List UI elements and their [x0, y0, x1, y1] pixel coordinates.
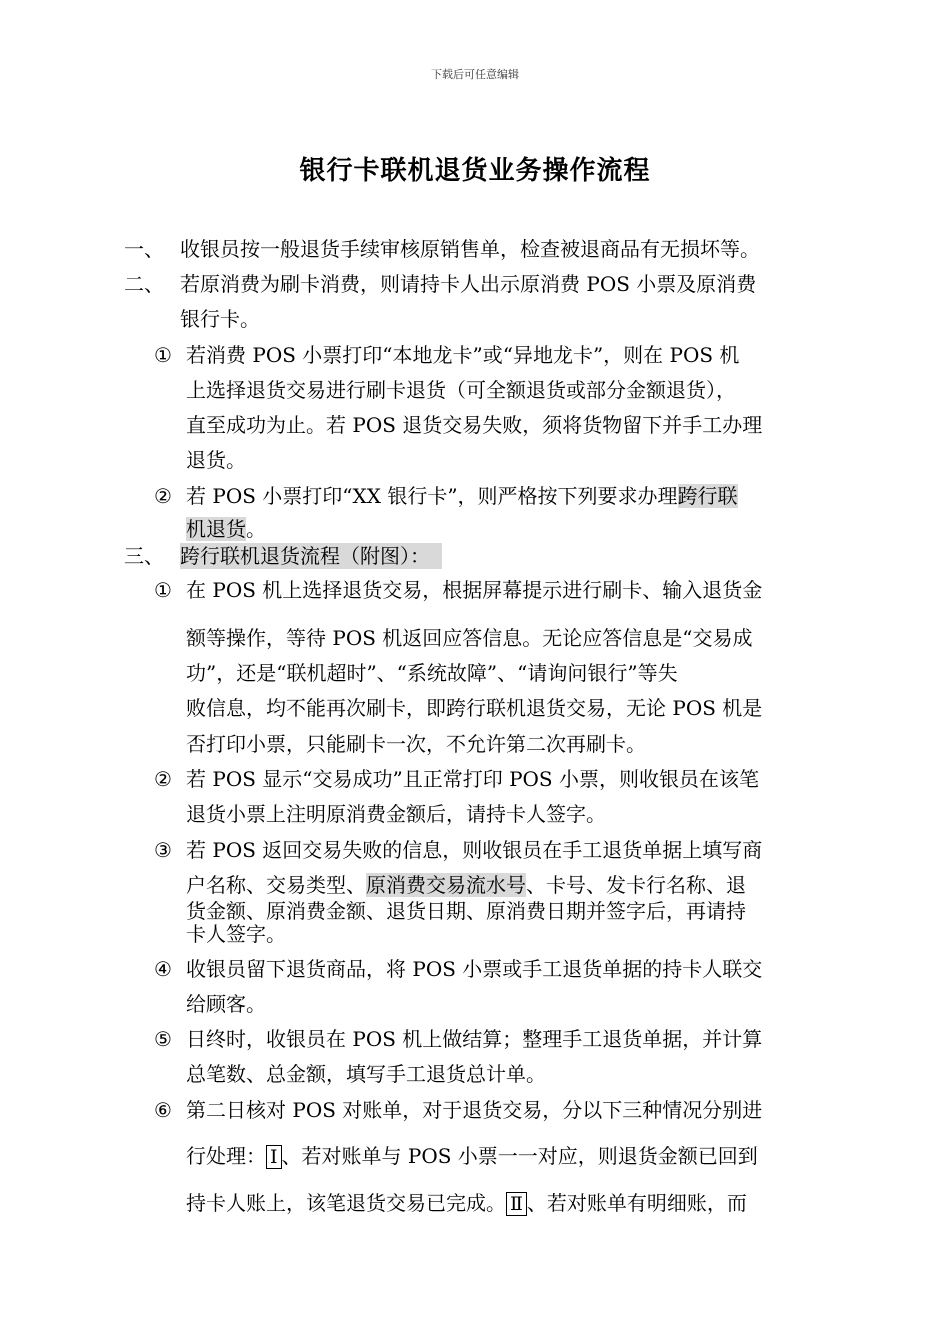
section-3-item-3-text-a: 户名称、交易类型、 [186, 873, 366, 897]
section-3-item-1-line-2: 额等操作，等待 POS 机返回应答信息。无论应答信息是“交易成 [186, 626, 753, 650]
section-3-item-1-marker: ① [154, 578, 172, 602]
section-3-item-1-line-5: 否打印小票，只能刷卡一次，不允许第二次再刷卡。 [186, 732, 646, 756]
section-2-item-2-text: 若 POS 小票打印“XX 银行卡”，则严格按下列要求办理 [186, 484, 678, 508]
section-1-text: 收银员按一般退货手续审核原销售单，检查被退商品有无损坏等。 [180, 237, 760, 261]
section-3-item-3-line-2 [186, 872, 746, 898]
section-2-item-2-line-2 [186, 516, 266, 542]
page-header: 下载后可任意编辑 [431, 68, 519, 81]
section-3-item-5-line-1: 日终时，收银员在 POS 机上做结算；整理手工退货单据，并计算 [186, 1027, 763, 1051]
section-2-item-1-line-1: 若消费 POS 小票打印“本地龙卡”或“异地龙卡”，则在 POS 机 [186, 343, 740, 367]
section-2-number: 二、 [124, 272, 164, 296]
roman-numeral-one-box: Ⅰ [266, 1145, 282, 1169]
section-3-item-2-line-2: 退货小票上注明原消费金额后，请持卡人签字。 [186, 802, 606, 826]
section-3-item-4-line-1: 收银员留下退货商品，将 POS 小票或手工退货单据的持卡人联交 [186, 957, 763, 981]
section-3-item-1-line-3: 功”，还是“联机超时”、“系统故障”、“请询问银行”等失 [186, 661, 678, 685]
section-2-item-1-marker: ① [154, 343, 172, 367]
section-3-item-1-line-4: 败信息，均不能再次刷卡，即跨行联机退货交易，无论 POS 机是 [186, 696, 763, 720]
section-3-item-6-text-b: 、若对账单与 POS 小票一一对应，则退货金额已回到 [281, 1144, 758, 1168]
section-3-item-6-marker: ⑥ [154, 1098, 172, 1122]
section-3-item-5-line-2: 总笔数、总金额，填写手工退货总计单。 [186, 1062, 546, 1086]
section-3-item-6-text-c: 持卡人账上，该笔退货交易已完成。 [186, 1191, 506, 1215]
section-3-item-3-text-c: 、卡号、发卡行名称、退 [526, 873, 746, 897]
section-3-item-6-line-3 [186, 1190, 747, 1216]
section-3-item-5-marker: ⑤ [154, 1027, 172, 1051]
section-2-item-1-line-4: 退货。 [186, 448, 246, 472]
section-3-item-6-text-d: 、若对账单有明细账，而 [526, 1191, 747, 1215]
highlight-serial-number: 原消费交易流水号 [366, 873, 526, 897]
section-2-item-1-line-2: 上选择退货交易进行刷卡退货（可全额退货或部分金额退货）， [186, 378, 736, 402]
section-2-line-2: 银行卡。 [180, 307, 260, 331]
section-2-item-2-marker: ② [154, 484, 172, 508]
section-3-item-6-text-a: 行处理： [186, 1144, 266, 1168]
highlight-cross-bank: 跨行联 [677, 484, 738, 508]
section-3-item-6-line-1: 第二日核对 POS 对账单，对于退货交易，分以下三种情况分别进 [186, 1098, 763, 1122]
section-2-item-2-line-1 [186, 483, 738, 509]
section-3-item-2-line-1: 若 POS 显示“交易成功”且正常打印 POS 小票，则收银员在该笔 [186, 767, 759, 791]
section-3-item-4-marker: ④ [154, 957, 172, 981]
section-3-number: 三、 [124, 544, 164, 568]
section-1-number: 一、 [124, 237, 164, 261]
section-3-item-3-line-1: 若 POS 返回交易失败的信息，则收银员在手工退货单据上填写商 [186, 838, 763, 862]
section-3-item-1-line-1: 在 POS 机上选择退货交易，根据屏幕提示进行刷卡、输入退货金 [186, 578, 763, 602]
document-title: 银行卡联机退货业务操作流程 [299, 156, 651, 186]
highlight-cross-bank-cont: 机退货 [186, 517, 246, 541]
section-3-item-3-line-3: 货金额、原消费金额、退货日期、原消费日期并签字后，再请持 [186, 899, 746, 923]
section-3-item-4-line-2: 给顾客。 [186, 992, 266, 1016]
section-3-title: 跨行联机退货流程（附图）： [180, 543, 442, 569]
section-3-item-6-line-2 [186, 1143, 758, 1169]
section-3-item-2-marker: ② [154, 767, 172, 791]
section-2-item-1-line-3: 直至成功为止。若 POS 退货交易失败，须将货物留下并手工办理 [186, 413, 763, 437]
section-3-item-3-line-4: 卡人签字。 [186, 922, 286, 946]
section-2-line-1: 若原消费为刷卡消费，则请持卡人出示原消费 POS 小票及原消费 [180, 272, 757, 296]
section-2-item-2-end: 。 [246, 517, 266, 541]
roman-numeral-two-box: Ⅱ [506, 1192, 527, 1216]
section-3-item-3-marker: ③ [154, 838, 172, 862]
